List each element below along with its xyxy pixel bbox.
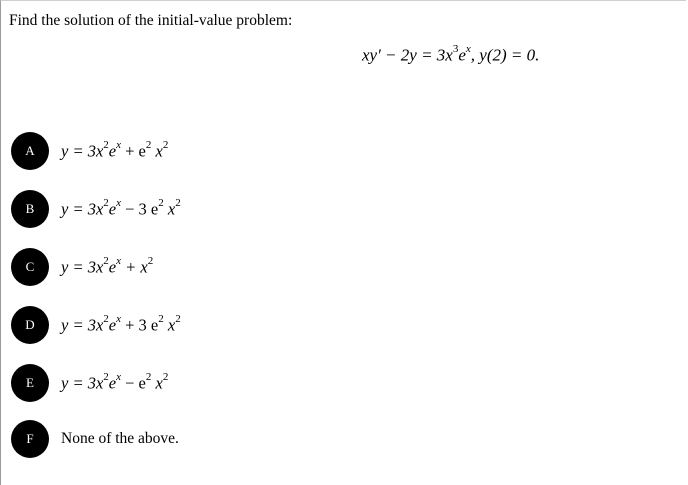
- math-part: e: [108, 199, 117, 219]
- math-exp: x: [116, 312, 121, 325]
- math-exp: 2: [158, 312, 164, 325]
- math-part: y = 3x: [61, 141, 104, 161]
- equation-exponent-1: 3: [452, 43, 459, 55]
- option-a[interactable]: [11, 132, 168, 170]
- equation-condition: , y(2) = 0.: [470, 45, 540, 65]
- option-b-math: [61, 196, 181, 220]
- equation-exponent-2: x: [465, 43, 471, 55]
- option-c-math: [61, 254, 154, 278]
- math-exp: 2: [103, 312, 109, 325]
- math-exp: 2: [103, 370, 109, 383]
- math-part: e: [108, 141, 117, 161]
- math-part: x: [151, 373, 163, 393]
- differential-equation: [362, 45, 539, 66]
- math-part: + 3 e: [121, 315, 159, 335]
- math-part: + e: [121, 141, 146, 161]
- math-part: x: [151, 141, 163, 161]
- math-exp: 2: [103, 254, 109, 267]
- option-c-badge[interactable]: C: [11, 248, 49, 286]
- math-part: x: [163, 199, 176, 219]
- math-part: y = 3x: [61, 257, 104, 277]
- math-exp: 2: [145, 370, 152, 383]
- math-part: e: [108, 315, 117, 335]
- option-a-math: [61, 138, 169, 162]
- math-part: y = 3x: [61, 315, 104, 335]
- math-part: + x: [121, 257, 148, 277]
- math-part: e: [108, 257, 117, 277]
- math-part: x: [163, 315, 176, 335]
- option-d-math: [61, 312, 181, 336]
- math-exp: x: [116, 138, 121, 151]
- math-exp: 2: [175, 312, 181, 325]
- question-prompt: Find the solution of the initial-value problem:: [9, 12, 293, 29]
- option-e-badge[interactable]: E: [11, 364, 49, 402]
- math-exp: 2: [103, 138, 109, 151]
- math-part: y = 3x: [61, 373, 104, 393]
- math-part: − 3 e: [121, 199, 159, 219]
- equation-lhs: xy′ − 2y = 3x: [362, 45, 453, 65]
- option-d[interactable]: [11, 306, 181, 344]
- math-exp: x: [116, 370, 121, 383]
- option-e[interactable]: [11, 364, 168, 402]
- math-exp: 2: [162, 370, 169, 383]
- option-f-badge[interactable]: F: [11, 420, 49, 458]
- math-part: − e: [121, 373, 146, 393]
- option-b-badge[interactable]: B: [11, 190, 49, 228]
- option-f-text: None of the above.: [61, 430, 179, 447]
- math-exp: 2: [103, 196, 109, 209]
- option-b[interactable]: [11, 190, 181, 228]
- math-exp: 2: [147, 254, 154, 267]
- option-c[interactable]: [11, 248, 153, 286]
- math-exp: x: [116, 254, 121, 267]
- math-exp: 2: [145, 138, 152, 151]
- math-exp: 2: [162, 138, 169, 151]
- option-e-math: [61, 370, 169, 394]
- option-f[interactable]: [11, 420, 179, 458]
- math-part: e: [108, 373, 117, 393]
- math-exp: x: [116, 196, 121, 209]
- option-a-badge[interactable]: A: [11, 132, 49, 170]
- equation-e: e: [458, 45, 466, 65]
- math-part: y = 3x: [61, 199, 104, 219]
- option-d-badge[interactable]: D: [11, 306, 49, 344]
- math-exp: 2: [158, 196, 164, 209]
- math-exp: 2: [175, 196, 181, 209]
